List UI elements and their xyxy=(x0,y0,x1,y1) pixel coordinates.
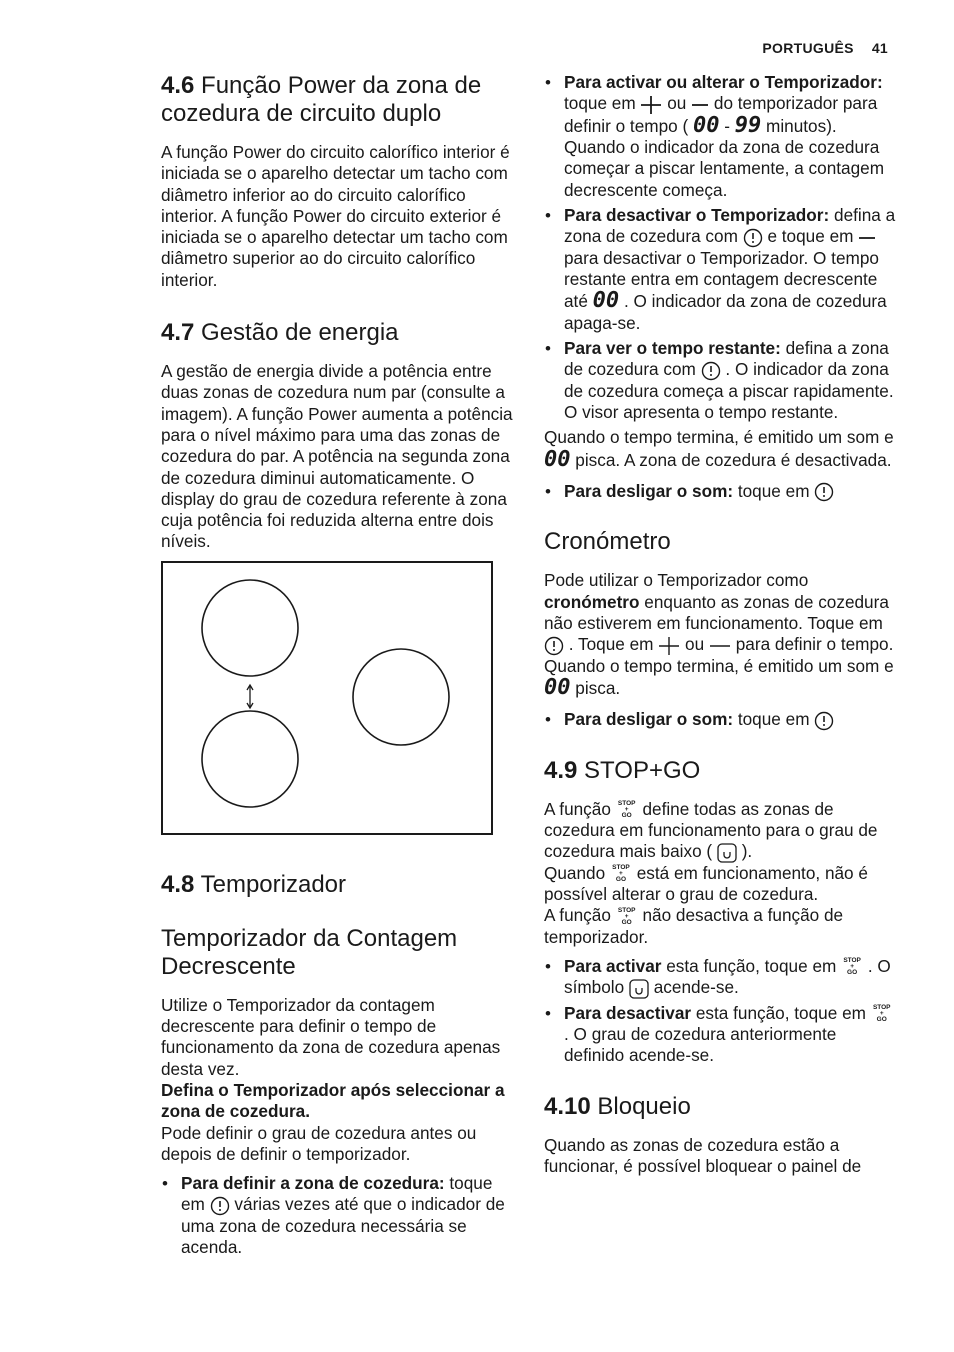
timer-icon xyxy=(814,482,834,502)
right-column xyxy=(544,72,900,1177)
step-stopgo-deactivate: • Para desactivar esta função, toque em STOP + GO . O grau de cozedura anteriormente definido acende-se. xyxy=(544,1003,900,1067)
countdown-note: Defina o Temporizador após seleccionar a zona de cozedura. xyxy=(161,1079,505,1122)
lowest-level-icon xyxy=(717,843,737,863)
cooking-zone-right xyxy=(353,649,449,745)
countdown-intro: Utilize o Temporizador da contagem decrescente para definir o tempo de funcionamento da zona de cozedura apenas desta vez. xyxy=(161,994,501,1079)
lowest-level-icon xyxy=(629,979,649,999)
display-99: 99 xyxy=(734,112,762,138)
section-4-7-body: A gestão de energia divide a potência entre duas zonas de cozedura num par (consulte a imagem). A função Power aumenta a potência para o nível máximo para uma das zonas de cozedura do par. A potência na segunda zona de cozedura diminui automaticamente. O display do grau de cozedura referente à zona cuja potência foi reduzida alterna entre dois níveis. xyxy=(161,361,513,552)
section-4-6-heading: 4.6 Função Power da zona de cozedura de circuito duplo xyxy=(161,72,482,127)
display-00: 00 xyxy=(592,288,620,314)
sound-off-list xyxy=(544,481,900,502)
stop-go-icon: STOP + GO xyxy=(617,800,636,820)
section-4-10-heading: 4.10 Bloqueio xyxy=(544,1092,691,1120)
display-00: 00 xyxy=(544,674,571,700)
step-deactivate-timer: • Para desactivar o Temporizador: defina a zona de cozedura com e toque em para desactivar o Temporizador. O tempo restante entra em contagem decrescente até 00 . O indicador da zona de cozedura apaga-se. xyxy=(544,205,900,334)
left-column xyxy=(161,72,513,1262)
stop-go-icon: STOP + GO xyxy=(843,957,861,977)
timer-end-text: Quando o tempo termina, é emitido um som e 00 pisca. A zona de cozedura é desactivada. xyxy=(544,427,894,472)
cooking-zone-bottom-left xyxy=(202,711,298,807)
stopgo-p3: A função STOP + GO não desactiva a função de temporizador. xyxy=(544,905,844,947)
timer-icon xyxy=(210,1196,230,1216)
countdown-timer-heading: Temporizador da Contagem Decrescente xyxy=(161,924,458,980)
timer-icon xyxy=(701,361,721,381)
chronometer-heading: Cronómetro xyxy=(544,528,671,556)
minus-icon xyxy=(709,636,731,656)
chronometer-body: Pode utilizar o Temporizador como cronómetro enquanto as zonas de cozedura não estiverem em funcionamento. Toque em . Toque em ou para definir o tempo. Quando o tempo termina, é emitido um som e 00 pisca. xyxy=(544,570,894,700)
timer-icon xyxy=(544,636,564,656)
display-00: 00 xyxy=(692,112,720,138)
step-chrono-sound-off: • Para desligar o som: toque em xyxy=(544,709,900,730)
hob-diagram xyxy=(161,561,493,835)
page-header xyxy=(744,40,888,56)
step-remaining-time: • Para ver o tempo restante: defina a zona de cozedura com . O indicador da zona de cozedura começa a piscar rapidamente. O visor apresenta o tempo restante. xyxy=(544,338,900,423)
step-stopgo-activate: • Para activar esta função, toque em STOP + GO . O símbolo acende-se. xyxy=(544,956,900,999)
pair-arrow-icon xyxy=(247,685,253,708)
stop-go-icon: STOP + GO xyxy=(872,1004,891,1024)
timer-steps-right xyxy=(544,72,900,423)
minus-icon xyxy=(691,95,709,115)
stop-go-icon: STOP + GO xyxy=(612,864,630,884)
timer-icon xyxy=(743,228,763,248)
minus-icon xyxy=(858,228,876,248)
section-4-9-heading: 4.9 STOP+GO xyxy=(544,756,701,784)
timer-icon xyxy=(814,711,834,731)
plus-icon xyxy=(658,636,680,656)
section-4-7-heading: 4.7 Gestão de energia xyxy=(161,319,399,347)
timer-steps-left xyxy=(161,1173,513,1258)
chrono-sound-list xyxy=(544,709,900,730)
section-4-10-body: Quando as zonas de cozedura estão a funcionar, é possível bloquear o painel de xyxy=(544,1134,862,1176)
display-00: 00 xyxy=(544,446,571,472)
step-set-zone: • Para definir a zona de cozedura: toque em várias vezes até que o indicador de uma zona de cozedura necessária se acenda. xyxy=(161,1173,513,1258)
step-activate-timer: • Para activar ou alterar o Temporizador: toque em ou do temporizador para definir o tempo ( 00 - 99 minutos). Quando o indicador da zona de cozedura começar a piscar lentamente, a contagem decrescente começa. xyxy=(544,72,900,201)
stopgo-p1: A função STOP + GO define todas as zonas de cozedura em funcionamento para o grau de cozedura mais baixo ( ). xyxy=(544,798,878,862)
cooking-zone-top-left xyxy=(202,580,298,676)
stopgo-p2: Quando STOP + GO está em funcionamento, não é possível alterar o grau de cozedura. xyxy=(544,862,868,904)
stopgo-steps xyxy=(544,956,900,1067)
header-language: PORTUGUÊS xyxy=(762,40,854,56)
stop-go-icon: STOP + GO xyxy=(617,906,636,926)
step-sound-off: • Para desligar o som: toque em xyxy=(544,481,900,502)
page-number: 41 xyxy=(871,40,888,56)
section-4-8-heading: 4.8 Temporizador xyxy=(161,870,347,898)
section-4-6-body: A função Power do circuito calorífico interior é iniciada se o aparelho detectar um tacho com diâmetro inferior ao do circuito calorífico interior. A função Power do circuito exterior é iniciada se o aparelho detectar um tacho com diâmetro superior ao do circuito calorífico interior. xyxy=(161,142,510,290)
plus-icon xyxy=(640,95,662,115)
countdown-order: Pode definir o grau de cozedura antes ou depois de definir o temporizador. xyxy=(161,1122,477,1164)
